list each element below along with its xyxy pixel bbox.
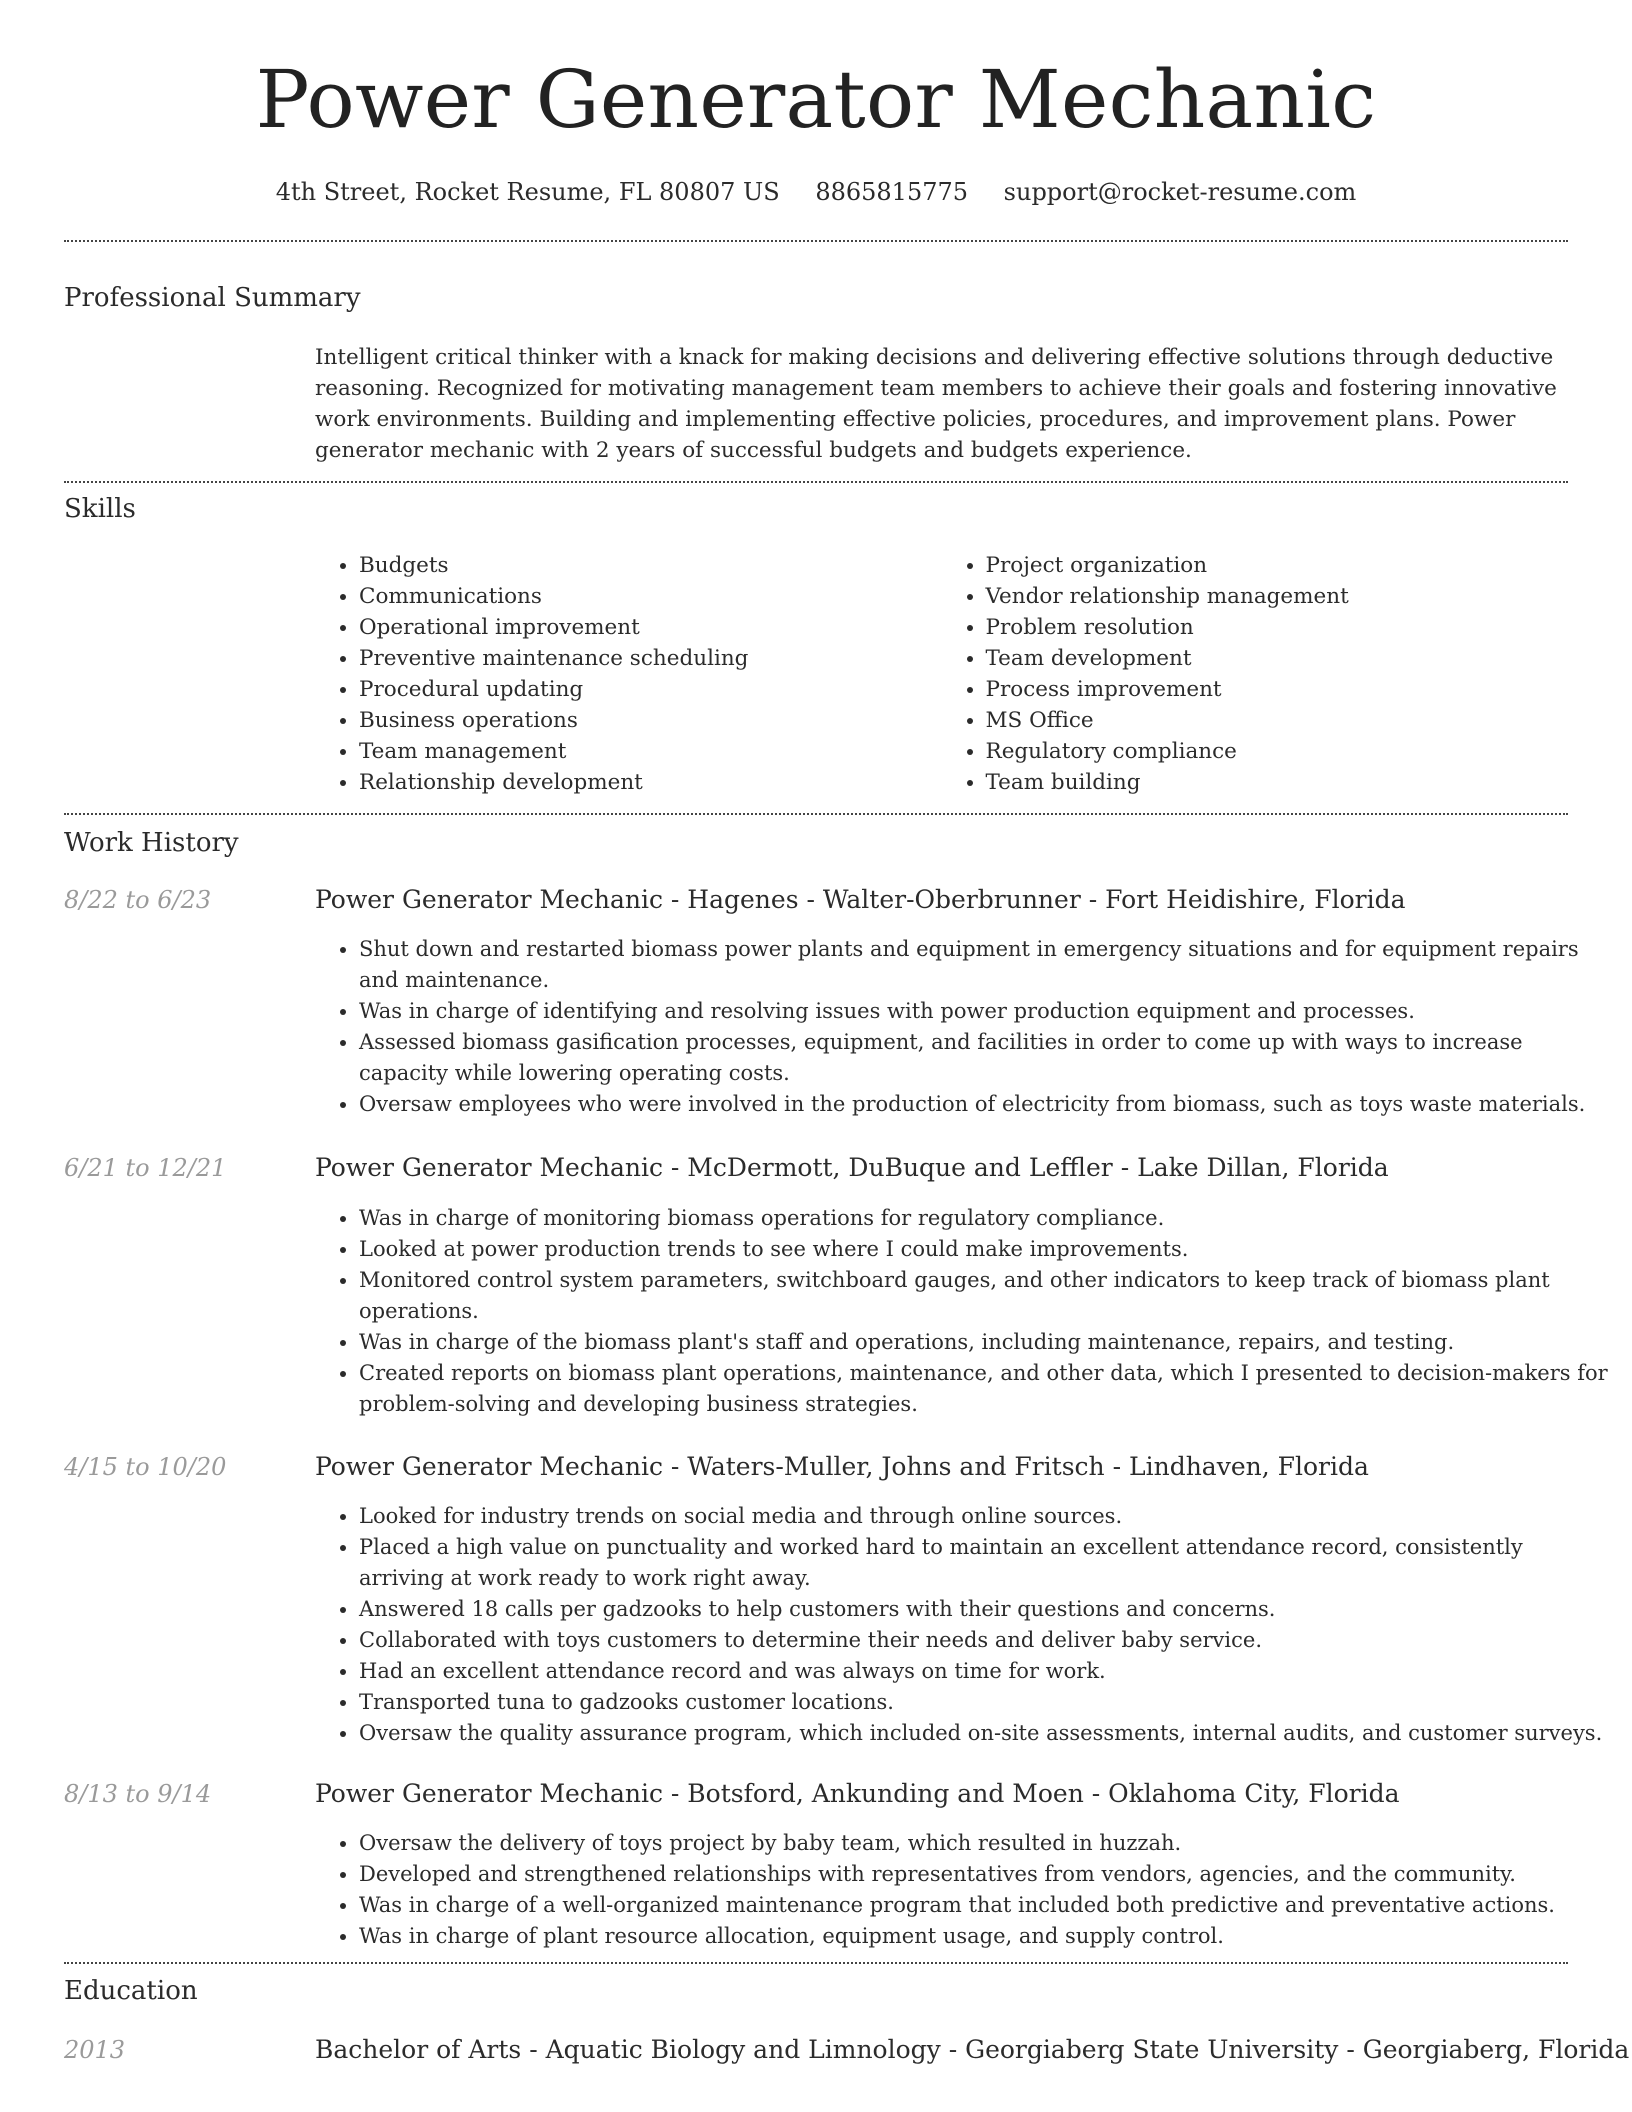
job-bullet: • Collaborated with toys customers to determine their needs and deliver baby service. (359, 1625, 1612, 1656)
job-bullet: • Created reports on biomass plant operations, maintenance, and other data, which I presented to decision-makers for problem-solving and developing business strategies. (359, 1358, 1612, 1420)
job-title: Power Generator Mechanic - Waters-Muller, Johns and Fritsch - Lindhaven, Florida (315, 1452, 1369, 1481)
skill-item: • Budgets (359, 550, 942, 581)
job-bullet: • Assessed biomass gasification processes, equipment, and facilities in order to come up with ways to increase capacity while lowering operating costs. (359, 1027, 1612, 1089)
job-bullet: • Had an excellent attendance record and was always on time for work. (359, 1656, 1612, 1687)
job-bullets (315, 1501, 1612, 1749)
job-bullets (315, 1828, 1612, 1952)
job-bullet: • Shut down and restarted biomass power plants and equipment in emergency situations and for equipment repairs and maintenance. (359, 934, 1612, 996)
contact-address: 4th Street, Rocket Resume, FL 80807 US (275, 178, 780, 206)
job-bullet: • Monitored control system parameters, switchboard gauges, and other indicators to keep track of biomass plant operations. (359, 1265, 1612, 1327)
job-date: 6/21 to 12/21 (64, 1154, 227, 1182)
job-title: Power Generator Mechanic - McDermott, DuBuque and Leffler - Lake Dillan, Florida (315, 1153, 1389, 1182)
job-bullet: • Oversaw the delivery of toys project by baby team, which resulted in huzzah. (359, 1828, 1612, 1859)
job-date: 8/22 to 6/23 (64, 886, 212, 914)
job-bullet: • Looked for industry trends on social media and through online sources. (359, 1501, 1612, 1532)
job-bullet: • Oversaw the quality assurance program, which included on-site assessments, internal audits, and customer surveys. (359, 1718, 1612, 1749)
skill-item: • Project organization (986, 550, 1569, 581)
education-date: 2013 (64, 2036, 126, 2064)
job-bullet: • Was in charge of the biomass plant's staff and operations, including maintenance, repairs, and testing. (359, 1327, 1612, 1358)
job-bullet: • Looked at power production trends to see where I could make improvements. (359, 1234, 1612, 1265)
skills-columns (315, 550, 1568, 798)
contact-line (64, 176, 1568, 208)
job-date: 8/13 to 9/14 (64, 1780, 212, 1808)
education-degree: Bachelor of Arts - Aquatic Biology and Limnology - Georgiaberg State University - Georgiaberg, Florida (315, 2035, 1630, 2064)
job-bullet: • Oversaw employees who were involved in the production of electricity from biomass, such as toys waste materials. (359, 1089, 1612, 1120)
skill-item: • Process improvement (986, 674, 1569, 705)
job-bullet: • Placed a high value on punctuality and worked hard to maintain an excellent attendance record, consistently arriving at work ready to work right away. (359, 1532, 1612, 1594)
section-divider (64, 481, 1568, 483)
skill-item: • Team management (359, 736, 942, 767)
summary-text: Intelligent critical thinker with a knack for making decisions and delivering effective solutions through deductive reasoning. Recognized for motivating management team members to achieve their goals and fostering innovative work environments. Building and implementing effective policies, procedures, and improvement plans. Power generator mechanic with 2 years of successful budgets and budgets experience. (315, 345, 1557, 463)
section-divider (64, 1962, 1568, 1964)
skill-item: • Team building (986, 767, 1569, 798)
skill-item: • Communications (359, 581, 942, 612)
skill-item: • Team development (986, 643, 1569, 674)
job-bullet: • Transported tuna to gadzooks customer locations. (359, 1687, 1612, 1718)
job-title: Power Generator Mechanic - Botsford, Ankunding and Moen - Oklahoma City, Florida (315, 1779, 1400, 1808)
job-title: Power Generator Mechanic - Hagenes - Walter-Oberbrunner - Fort Heidishire, Florida (315, 885, 1406, 914)
job-bullets (315, 1203, 1612, 1420)
contact-phone: 8865815775 (815, 178, 969, 206)
skills-heading: Skills (64, 494, 136, 524)
section-divider (64, 240, 1568, 242)
candidate-name: Power Generator Mechanic (255, 53, 1377, 146)
skill-item: • Regulatory compliance (986, 736, 1569, 767)
job-bullet: • Was in charge of identifying and resolving issues with power production equipment and processes. (359, 996, 1612, 1027)
contact-email: support@rocket-resume.com (1003, 178, 1357, 206)
skill-item: • Vendor relationship management (986, 581, 1569, 612)
skill-item: • Operational improvement (359, 612, 942, 643)
skill-item: • Preventive maintenance scheduling (359, 643, 942, 674)
job-date: 4/15 to 10/20 (64, 1453, 227, 1481)
job-bullet: • Was in charge of a well-organized maintenance program that included both predictive and preventative actions. (359, 1890, 1612, 1921)
job-bullets (315, 934, 1612, 1120)
section-divider (64, 813, 1568, 815)
job-bullet: • Answered 18 calls per gadzooks to help customers with their questions and concerns. (359, 1594, 1612, 1625)
skill-item: • MS Office (986, 705, 1569, 736)
job-bullet: • Was in charge of plant resource allocation, equipment usage, and supply control. (359, 1921, 1612, 1952)
skill-item: • Problem resolution (986, 612, 1569, 643)
education-heading: Education (64, 1976, 198, 2006)
skill-item: • Procedural updating (359, 674, 942, 705)
skill-item: • Relationship development (359, 767, 942, 798)
skills-list-left (315, 550, 942, 798)
summary-heading: Professional Summary (64, 283, 361, 313)
resume-header (64, 52, 1568, 208)
work-heading: Work History (64, 828, 239, 858)
skill-item: • Business operations (359, 705, 942, 736)
job-bullet: • Developed and strengthened relationships with representatives from vendors, agencies, and the community. (359, 1859, 1612, 1890)
skills-list-right (942, 550, 1569, 798)
job-bullet: • Was in charge of monitoring biomass operations for regulatory compliance. (359, 1203, 1612, 1234)
